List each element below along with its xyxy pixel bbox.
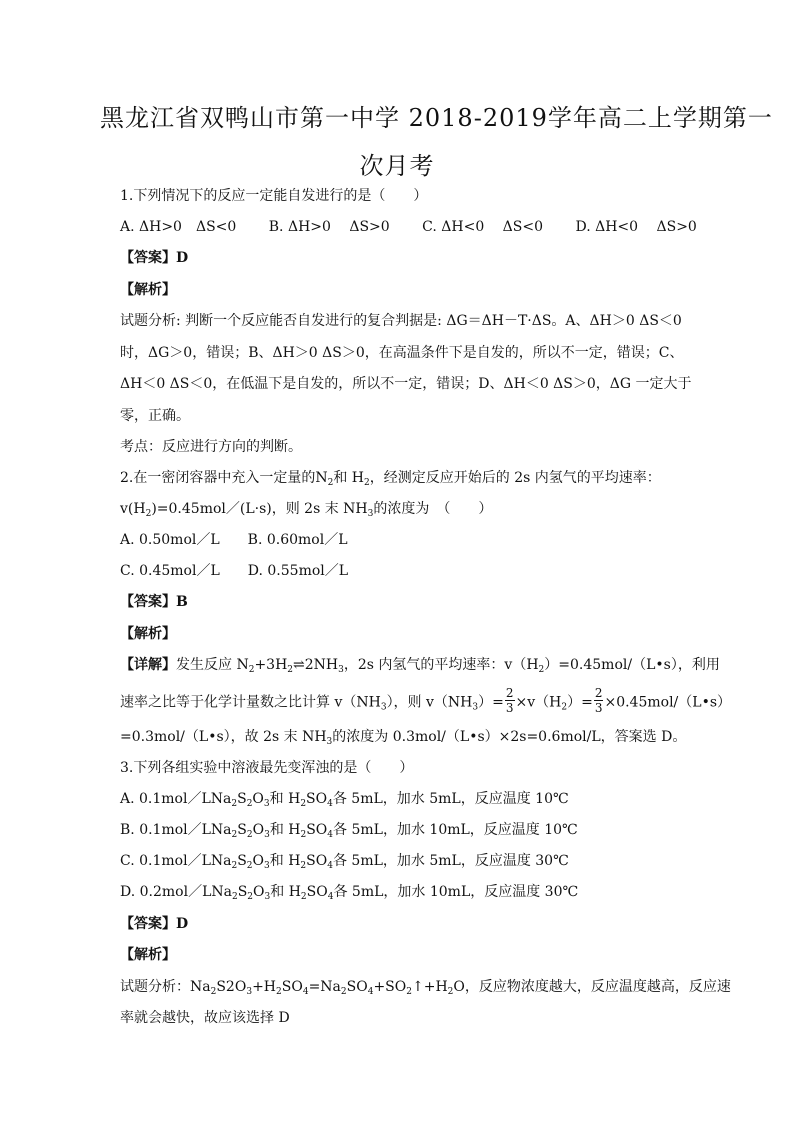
q1-option-c: C. ΔH<0 ΔS<0 bbox=[422, 219, 544, 235]
q2-detail-line-1: 【详解】发生反应 $N_2+3H_2\rightleftharpoons 2NH_3$，2s 内氢气的平均速率：$v(H_2)=0.45mol/(L•s)$，利用 bbox=[120, 657, 720, 675]
q3-stem: 3.下列各组实验中溶液最先变浑浊的是（ ） bbox=[120, 760, 414, 776]
q1-option-d: D. ΔH<0 ΔS>0 bbox=[575, 219, 697, 235]
q1-options bbox=[120, 217, 697, 237]
q2-detail-line-3: =0.3mol/（L•s），故 2s 末 $NH_3$的浓度为 0.3mol/（L•s）×2s=0.6mol/L，答案选 D。 bbox=[120, 729, 687, 747]
q2-analysis-label: 【解析】 bbox=[120, 626, 176, 642]
q1-analysis-line-2: 时，ΔG＞0，错误；B、ΔH＞0 ΔS＞0，在高温条件下是自发的，所以不一定，错误；C、 bbox=[120, 345, 684, 361]
q3-option-c: C. $0.1mol/LNa_2S_2O_3$和 $H_2SO_4$各 5mL，加水 5mL，反应温度 30℃ bbox=[120, 853, 569, 871]
q1-answer: 【答案】D bbox=[120, 250, 189, 266]
document-title-line-1: 黑龙江省双鸭山市第一中学 2018-2019学年高二上学期第一 bbox=[100, 104, 773, 132]
q2-option-d: D. 0.55mol／L bbox=[247, 563, 349, 579]
q1-kaodian: 考点：反应进行方向的判断。 bbox=[120, 439, 302, 455]
q1-analysis-label: 【解析】 bbox=[120, 282, 176, 298]
q2-stem-line-1: 2.在一密闭容器中充入一定量的$N_2$和 $H_2$，经测定反应开始后的 2s 内氢气的平均速率： bbox=[120, 470, 661, 488]
q2-options-cd bbox=[120, 561, 680, 581]
q2-options-ab bbox=[120, 530, 680, 550]
q1-analysis-line-3: ΔH＜0 ΔS＜0，在低温下是自发的，所以不一定，错误；D、ΔH＜0 ΔS＞0，ΔG 一定大于 bbox=[120, 376, 692, 392]
q1-analysis-line-4: 零，正确。 bbox=[120, 408, 190, 424]
q3-answer: 【答案】D bbox=[120, 916, 189, 932]
document-title-line-2: 次月考 bbox=[359, 152, 435, 180]
q2-option-b: B. 0.60mol／L bbox=[247, 532, 348, 548]
q3-option-b: B. $0.1mol/LNa_2S_2O_3$和 $H_2SO_4$各 5mL，加水 10mL，反应温度 10℃ bbox=[120, 822, 578, 840]
q1-option-a: A. ΔH>0 ΔS<0 bbox=[120, 219, 237, 235]
q1-option-b: B. ΔH>0 ΔS>0 bbox=[268, 219, 390, 235]
q3-analysis-label: 【解析】 bbox=[120, 947, 176, 963]
q3-option-d: D. $0.2mol/LNa_2S_2O_3$和 $H_2SO_4$各 5mL，加水 10mL，反应温度 30℃ bbox=[120, 884, 579, 902]
q2-detail-label: 【详解】 bbox=[120, 657, 176, 673]
fraction-two-thirds: $\frac{2}{3}$ bbox=[505, 686, 514, 715]
q3-analysis-line-2: 率就会越快，故应该选择 D bbox=[120, 1010, 290, 1026]
q2-option-c: C. 0.45mol／L bbox=[120, 563, 220, 579]
q2-answer: 【答案】B bbox=[120, 594, 188, 610]
q1-analysis-line-1: 试题分析: 判断一个反应能否自发进行的复合判据是: ΔG＝ΔH－T·ΔS。A、ΔH＞0 ΔS＜0 bbox=[120, 313, 682, 329]
fraction-two-thirds: $\frac{2}{3}$ bbox=[594, 686, 603, 715]
q2-stem-line-2: $v(H_2)=0.45mol/(L\cdot s)$，则 2s 末 $NH_3$的浓度为 （ ） bbox=[120, 501, 493, 519]
q1-stem: 1.下列情况下的反应一定能自发进行的是（ ） bbox=[120, 188, 428, 204]
q2-detail-line-2: 速率之比等于化学计量数之比计算 $v(NH_3)$，则 $v(NH_3)=$ $\frac{2}{3}$ $\times v(H_2)=$ $\frac{2}{3}$ ×0.45mol/（L•s） bbox=[120, 686, 732, 715]
q2-option-a: A. 0.50mol／L bbox=[120, 532, 220, 548]
q3-analysis-line-1: 试题分析：$Na_2S2O_3+H_2SO_4=Na_2SO_4+SO_2↑+H_2O$，反应物浓度越大，反应温度越高，反应速 bbox=[120, 979, 731, 997]
q3-option-a: A. $0.1mol/LNa_2S_2O_3$和 $H_2SO_4$各 5mL，加水 5mL，反应温度 10℃ bbox=[120, 791, 569, 809]
